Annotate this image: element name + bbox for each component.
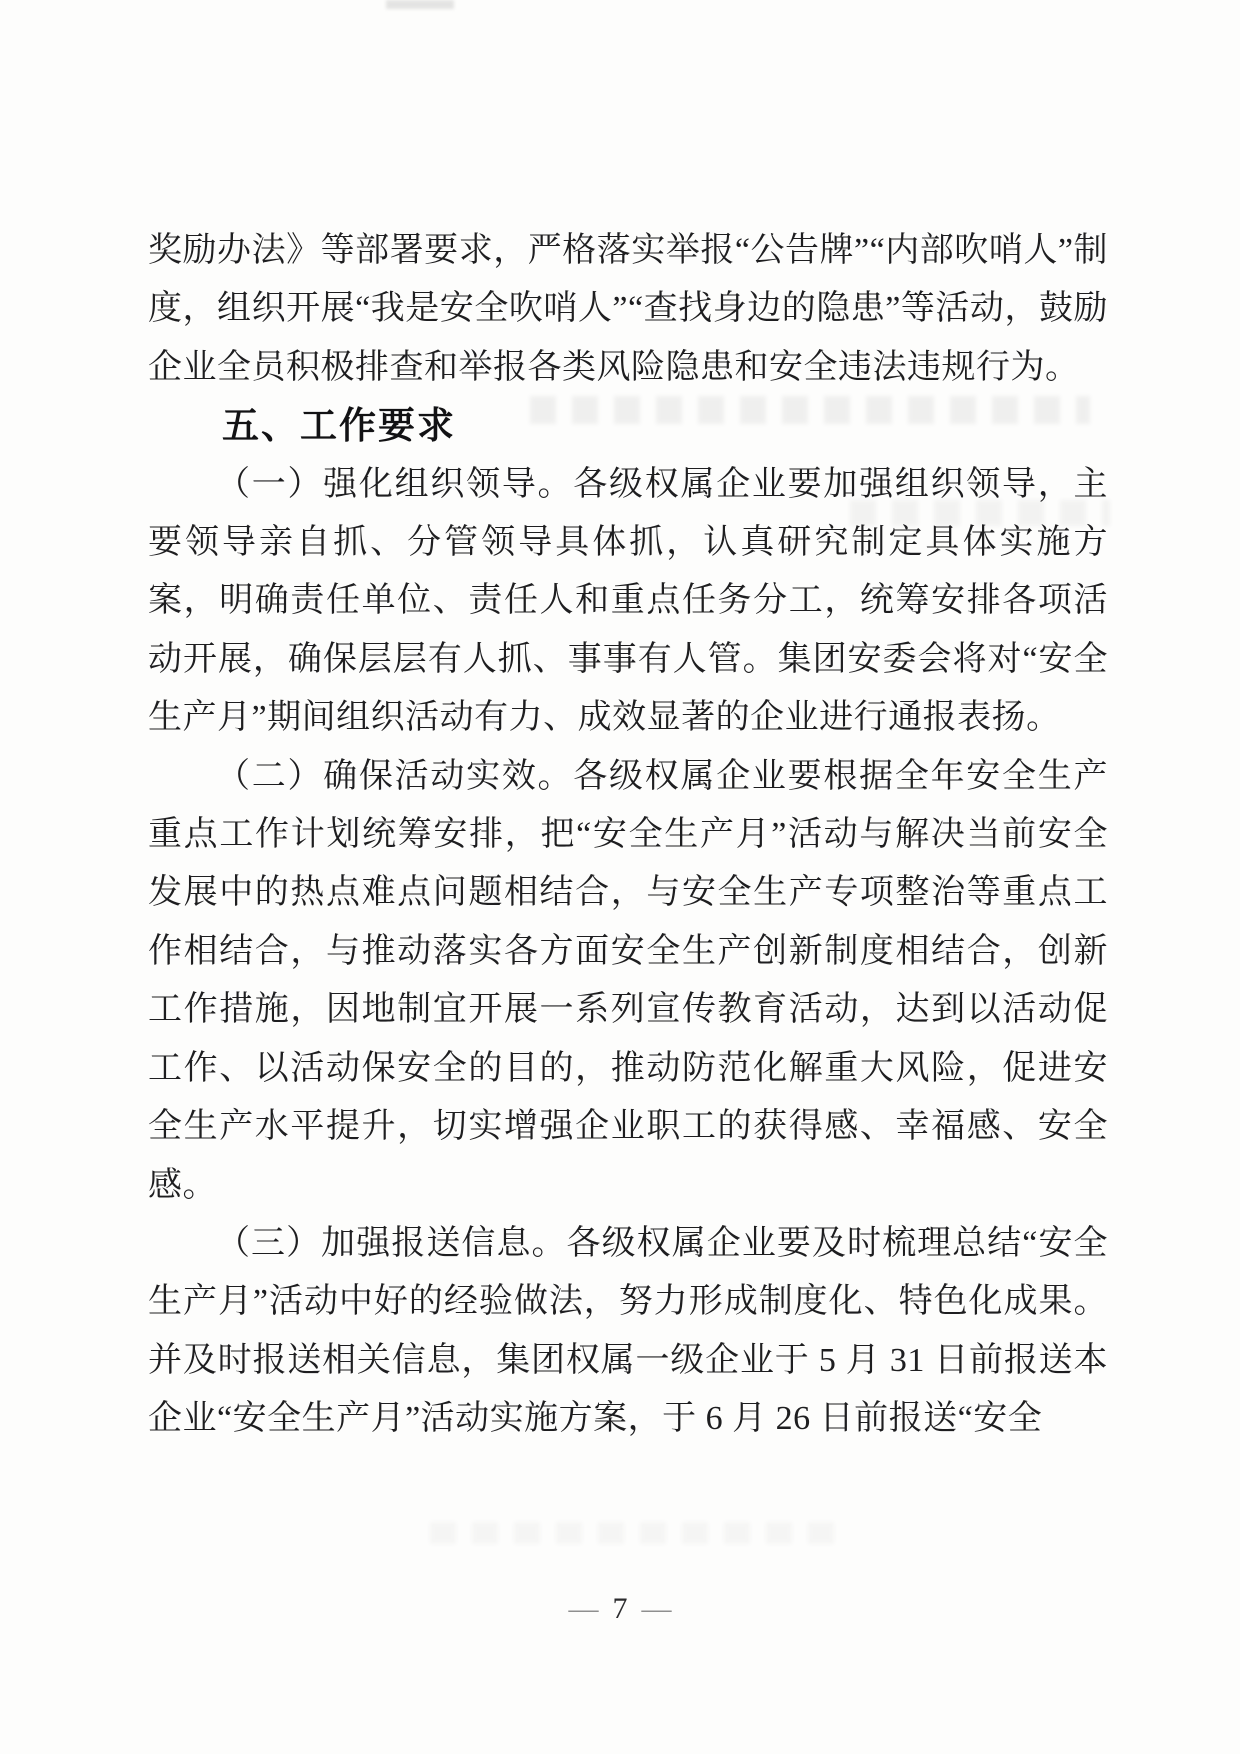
page-number bbox=[0, 1592, 1240, 1626]
page-number-dash-right: — bbox=[641, 1592, 672, 1625]
paragraph-item-2: （二）确保活动实效。各级权属企业要根据全年安全生产重点工作计划统筹安排，把“安全生产月”活动与解决当前安全发展中的热点难点问题相结合，与安全生产专项整治等重点工作相结合，与推动落实各方面安全生产创新制度相结合，创新工作措施，因地制宜开展一系列宣传教育活动，达到以活动促工作、以活动保安全的目的，推动防范化解重大风险，促进安全生产水平提升，切实增强企业职工的获得感、幸福感、安全感。 bbox=[148, 757, 1108, 1204]
paragraph-continuation: 奖励办法》等部署要求，严格落实举报“公告牌”“内部吹哨人”制度，组织开展“我是安全吹哨人”“查找身边的隐患”等活动，鼓励企业全员积极排查和举报各类风险隐患和安全违法违规行为。 bbox=[148, 232, 1108, 386]
page-number-dash-left: — bbox=[568, 1592, 599, 1625]
section-heading-work-requirements: 五、工作要求 bbox=[222, 405, 456, 447]
document-body bbox=[148, 222, 1108, 1449]
paragraph-item-3: （三）加强报送信息。各级权属企业要及时梳理总结“安全生产月”活动中好的经验做法，努力形成制度化、特色化成果。并及时报送相关信息，集团权属一级企业于 5 月 31 日前报送本企业“安全生产月”活动实施方案，于 6 月 26 日前报送“安全 bbox=[148, 1224, 1108, 1438]
scan-smudge bbox=[386, 0, 454, 9]
paragraph-item-1: （一）强化组织领导。各级权属企业要加强组织领导，主要领导亲自抓、分管领导具体抓，认真研究制定具体实施方案，明确责任单位、责任人和重点任务分工，统筹安排各项活动开展，确保层层有人抓、事事有人管。集团安委会将对“安全生产月”期间组织活动有力、成效显著的企业进行通报表扬。 bbox=[148, 465, 1108, 737]
page-number-value: 7 bbox=[612, 1592, 628, 1625]
bleed-through-artifact bbox=[430, 1522, 850, 1544]
